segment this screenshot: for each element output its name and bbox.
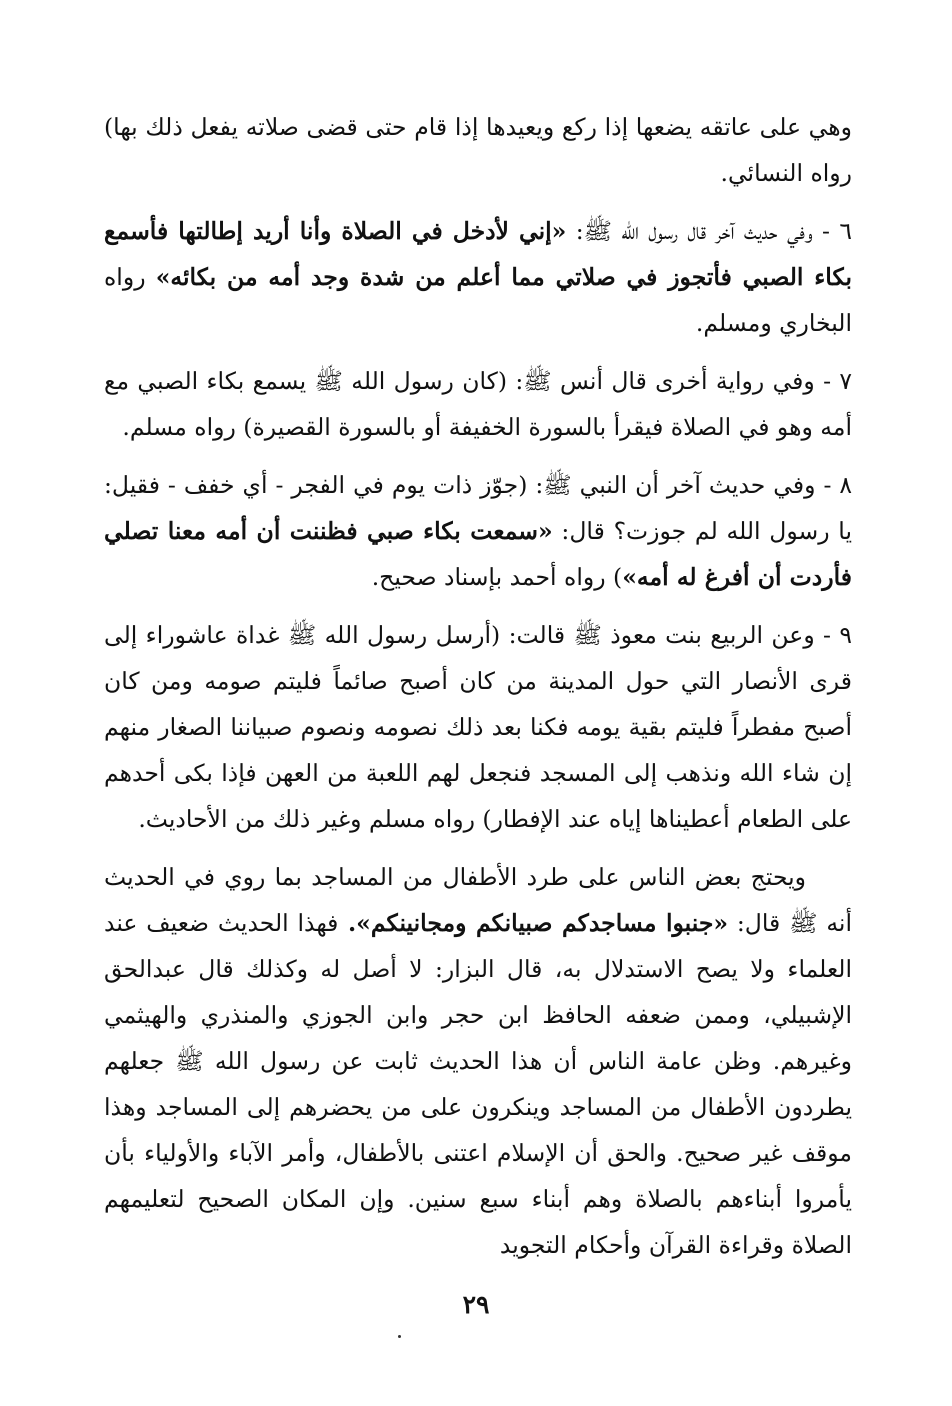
text-segment: ٦ - وفي حديث آخر قال رسول الله ﷺ: xyxy=(566,217,852,245)
page-body xyxy=(104,104,852,1280)
paragraph-continuation xyxy=(104,104,852,196)
paragraph-hadith-9 xyxy=(104,612,852,842)
paragraph-hadith-8 xyxy=(104,462,852,600)
scan-speck xyxy=(398,1335,401,1338)
page-number: ٢٩ xyxy=(462,1290,490,1319)
hadith-quote: «إني لأدخل في الصلاة وأنا أريد إطالتها فأسمع بكاء الصبي فأتجوز في صلاتي مما أعلم من شدة وجد أمه من بكائه» xyxy=(104,217,852,291)
text-segment: ٧ - وفي رواية أخرى قال أنس ﷺ: (كان رسول الله ﷺ يسمع بكاء الصبي مع أمه وهو في الصلاة فيقرأ بالسورة الخفيفة أو بالسورة القصيرة) رواه مسلم. xyxy=(104,367,852,441)
hadith-quote: «جنبوا مساجدكم صبيانكم ومجانينكم». xyxy=(338,909,729,937)
text-segment: ويحتج بعض الناس على طرد الأطفال من المساجد بما روي في الحديث أنه ﷺ قال: xyxy=(104,863,852,937)
text-segment: ) رواه أحمد بإسناد صحيح. xyxy=(371,563,623,591)
paragraph-hadith-7 xyxy=(104,358,852,450)
paragraph-hadith-6 xyxy=(104,208,852,346)
hadith-quote: «سمعت بكاء صبي فظننت أن أمه معنا تصلي فأردت أن أفرغ له أمه» xyxy=(104,517,852,591)
text-segment: ٩ - وعن الربيع بنت معوذ ﷺ قالت: (أرسل رسول الله ﷺ غداة عاشوراء إلى قرى الأنصار التي حول المدينة من كان أصبح صائماً فليتم صومه ومن كان أصبح مفطراً فليتم بقية يومه فكنا بعد ذلك نصومه ونصوم صبياننا الصغار منهم إن شاء الله ونذهب إلى المسجد فنجعل لهم اللعبة من العهن فإذا بكى أحدهم على الطعام أعطيناها إياه عند الإفطار) رواه مسلم وغير ذلك من الأحاديث. xyxy=(104,621,852,833)
text-segment: ٨ - وفي حديث آخر أن النبي ﷺ: (جوّز ذات يوم في الفجر - أي خفف - فقيل: يا رسول الله لم جوزت؟ قال: xyxy=(104,471,852,545)
paragraph-discussion xyxy=(104,854,852,1268)
text-segment: وهي على عاتقه يضعها إذا ركع ويعيدها إذا قام حتى قضى صلاته يفعل ذلك بها) رواه النسائي. xyxy=(104,113,852,187)
text-segment: فهذا الحديث ضعيف عند العلماء ولا يصح الاستدلال به، قال البزار: لا أصل له وكذلك قال عبدالحق الإشبيلي، وممن ضعفه الحافظ ابن حجر وابن الجوزي والمنذري والهيثمي وغيرهم. وظن عامة الناس أن هذا الحديث ثابت عن رسول الله ﷺ جعلهم يطردون الأطفال من المساجد وينكرون على من يحضرهم إلى المساجد وهذا موقف غير صحيح. والحق أن الإسلام اعتنى بالأطفال، وأمر الآباء والأولياء بأن يأمروا أبناءهم بالصلاة وهم أبناء سبع سنين. وإن المكان الصحيح لتعليمهم الصلاة وقراءة القرآن وأحكام التجويد xyxy=(104,909,852,1259)
text-segment: رواه البخاري ومسلم. xyxy=(104,263,852,337)
